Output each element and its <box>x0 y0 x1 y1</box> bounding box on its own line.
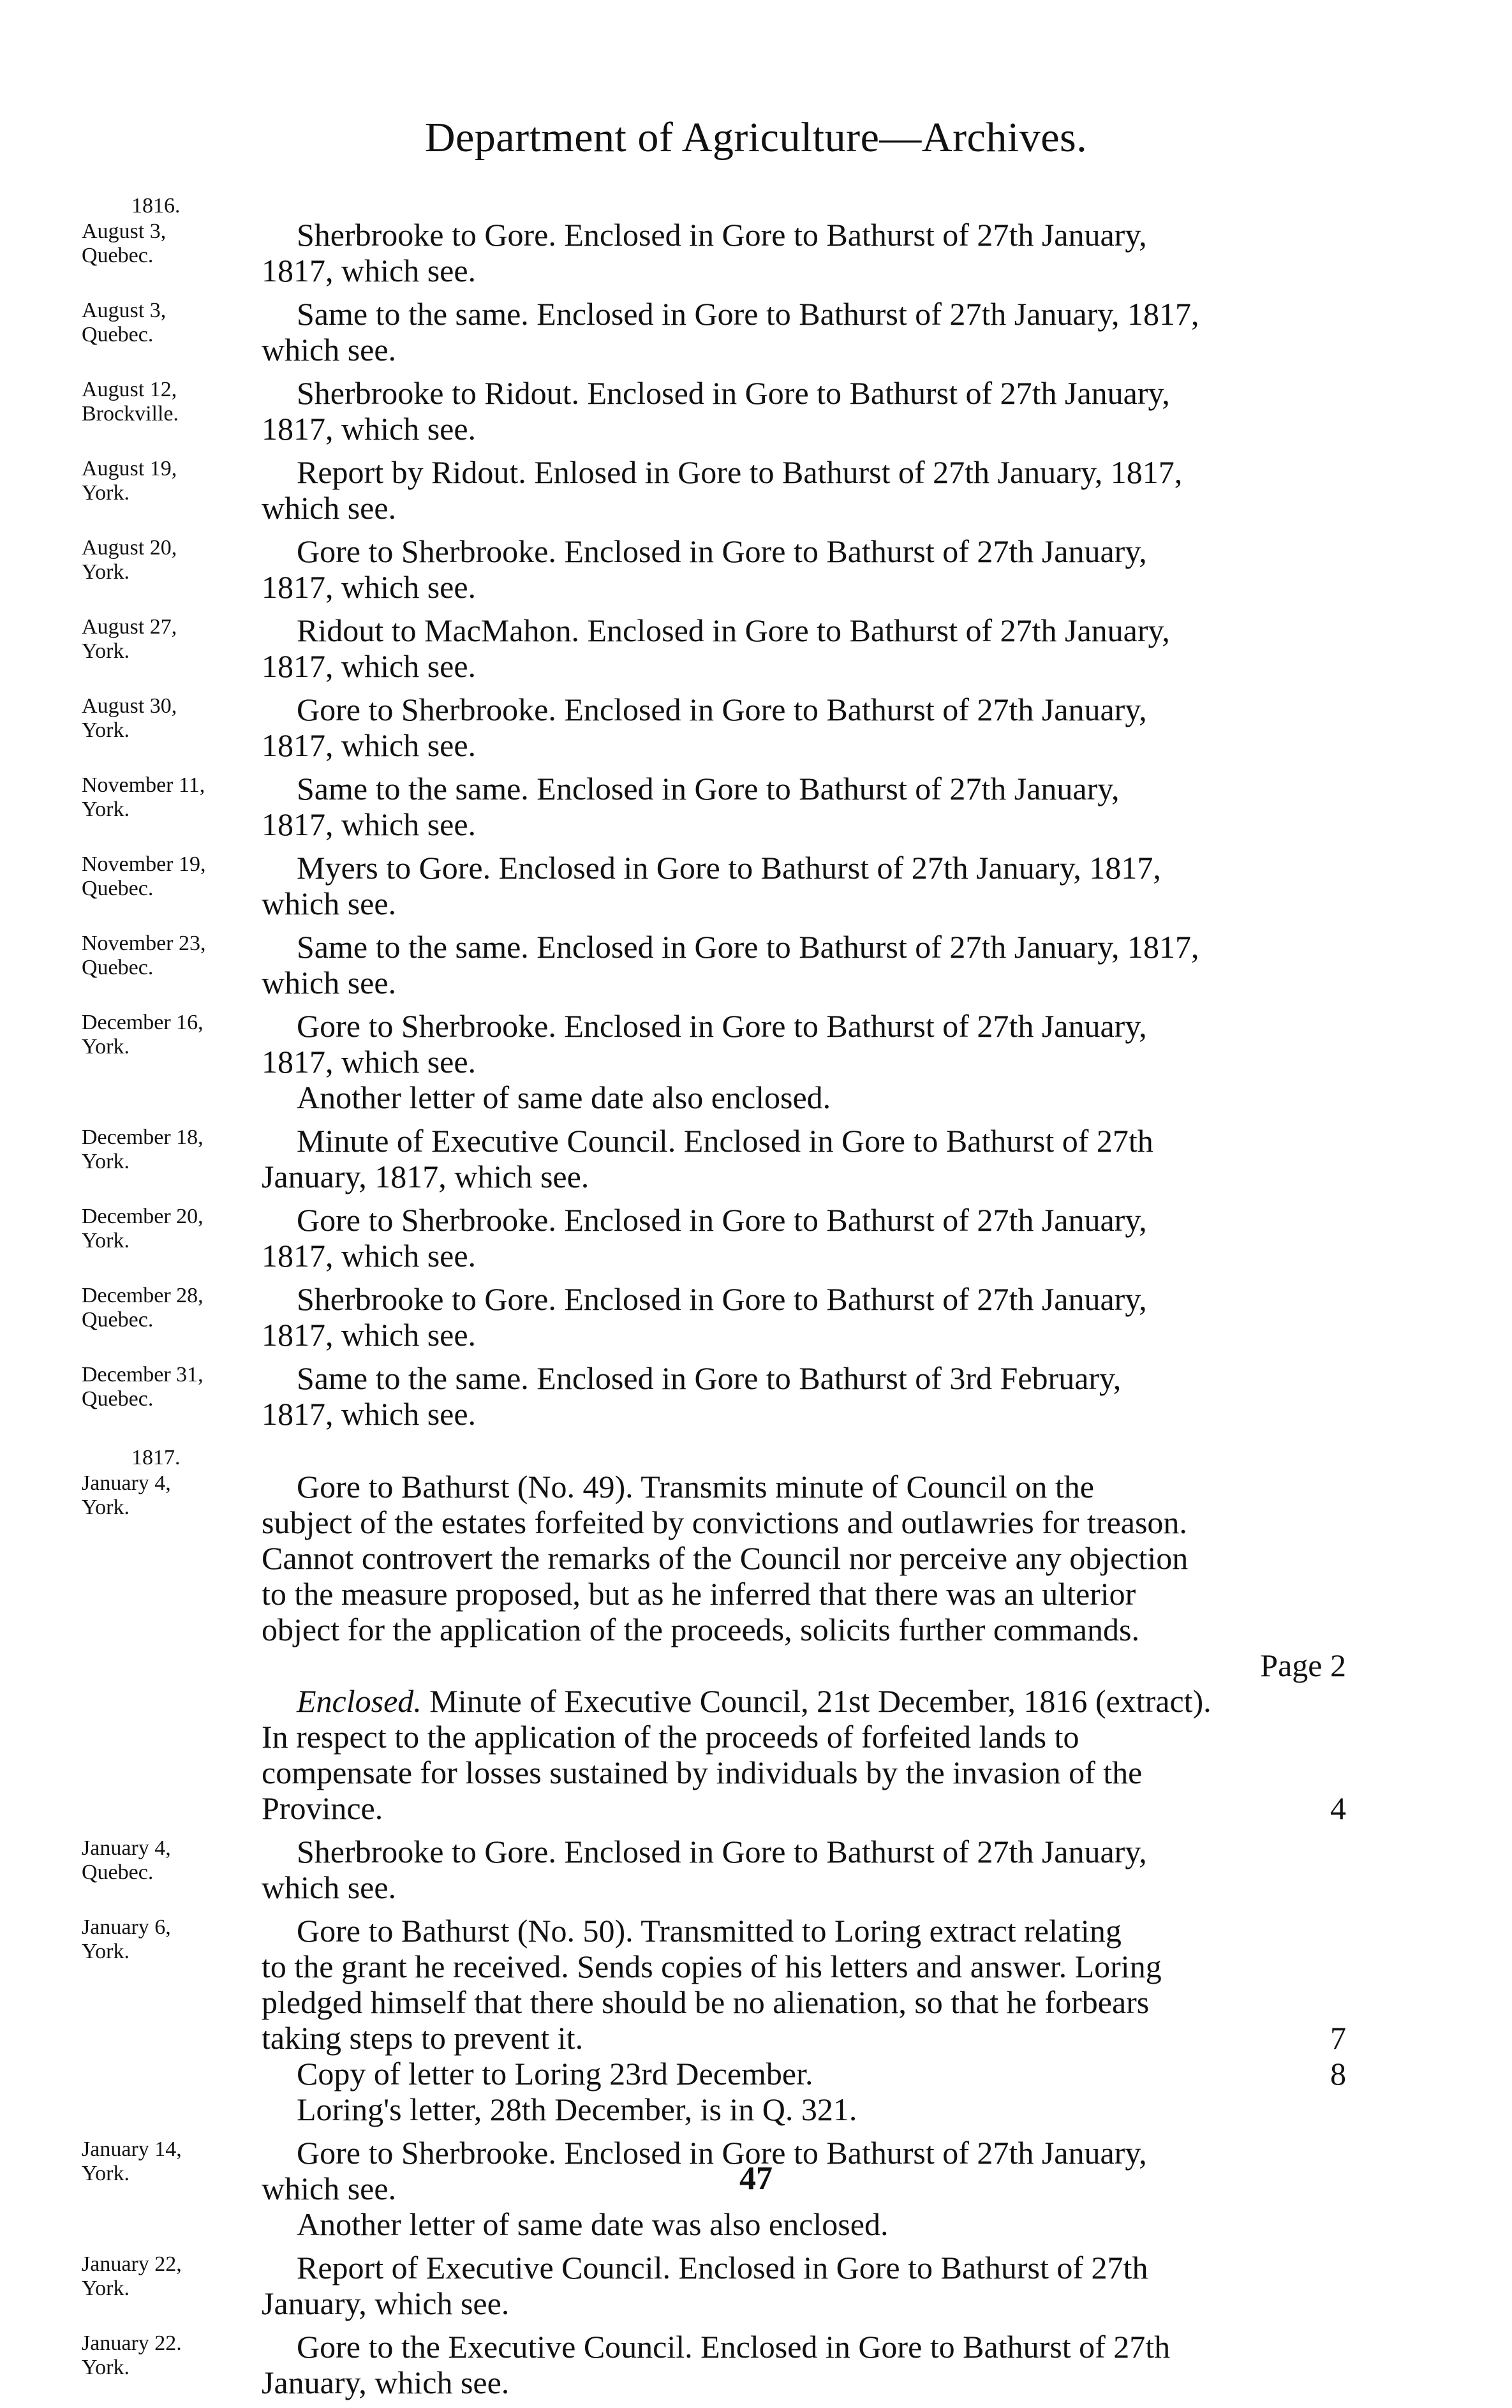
entry-date-column <box>82 299 273 347</box>
entry-line: 1817, which see. <box>262 648 477 684</box>
entry-date: November 19, <box>82 852 206 876</box>
calendar-entry <box>0 1281 1512 1353</box>
entry-line: Same to the same. Enclosed in Gore to Bathurst of 27th January, <box>297 771 1120 806</box>
entry-text <box>262 1008 1346 1115</box>
entry-place: Quebec. <box>82 323 154 346</box>
calendar-entry <box>0 929 1512 1000</box>
entry-place: York. <box>82 560 130 584</box>
entry-text <box>262 454 1346 526</box>
entry-date: August 3, <box>82 219 167 243</box>
entry-place: Brockville. <box>82 402 179 426</box>
entry-date-column <box>82 1446 273 1520</box>
entry-line: 1817, which see. <box>262 1317 477 1353</box>
entry-date-column <box>82 1205 273 1253</box>
calendar-entry <box>0 1913 1512 2127</box>
entry-date: January 4, <box>82 1471 171 1495</box>
entry-subnote: Another letter of same date was also enclosed. <box>297 2206 889 2242</box>
entry-date-column <box>82 852 273 901</box>
entry-date: January 4, <box>82 1836 171 1860</box>
entry-line: Myers to Gore. Enclosed in Gore to Bathurst of 27th January, 1817, <box>297 850 1161 886</box>
entry-line: January, which see. <box>262 2285 510 2321</box>
entry-line: Cannot controvert the remarks of the Council nor perceive any objection <box>262 1540 1189 1576</box>
entry-line: Gore to Sherbrooke. Enclosed in Gore to Bathurst of 27th January, <box>297 2135 1147 2171</box>
entry-text <box>262 2329 1346 2400</box>
entry-subnote-with-page <box>262 2056 1346 2092</box>
entry-subnote: Another letter of same date also enclosed. <box>297 1080 831 1115</box>
entry-text <box>262 1202 1346 1274</box>
calendar-entry <box>0 533 1512 605</box>
entry-date-column <box>82 457 273 505</box>
page-title: Department of Agriculture—Archives. <box>424 114 1088 161</box>
entry-line: 1817, which see. <box>262 1238 477 1274</box>
entry-line: Same to the same. Enclosed in Gore to Bathurst of 27th January, 1817, <box>297 929 1199 965</box>
calendar-entry <box>0 1360 1512 1432</box>
page-number: 47 <box>739 2160 773 2197</box>
calendar-entry <box>0 2250 1512 2321</box>
calendar-entry <box>0 2329 1512 2400</box>
entry-text <box>262 613 1346 684</box>
calendar-entry <box>0 1202 1512 1274</box>
entry-place: York. <box>82 1496 130 1519</box>
entry-line: compensate for losses sustained by individuals by the invasion of the <box>262 1755 1143 1790</box>
entry-line: which see. <box>262 965 397 1000</box>
entry-line: Gore to Sherbrooke. Enclosed in Gore to Bathurst of 27th January, <box>297 692 1147 727</box>
entry-place: York. <box>82 2277 130 2300</box>
entry-place: York. <box>82 639 130 663</box>
entry-date: August 30, <box>82 694 177 718</box>
entry-date-column <box>82 536 273 584</box>
entry-line: subject of the estates forfeited by convictions and outlawries for treason. <box>262 1505 1187 1540</box>
entry-date: December 31, <box>82 1363 204 1386</box>
calendar-entry <box>0 296 1512 368</box>
entry-place: Quebec. <box>82 244 154 267</box>
entry-date-column <box>82 1126 273 1174</box>
entry-place: York. <box>82 718 130 742</box>
entry-date-column <box>82 2252 273 2301</box>
entry-line: Gore to Sherbrooke. Enclosed in Gore to Bathurst of 27th January, <box>297 1202 1147 1238</box>
entry-place: York. <box>82 2356 130 2379</box>
entry-line: Gore to the Executive Council. Enclosed in Gore to Bathurst of 27th <box>297 2329 1171 2365</box>
calendar-entry <box>0 1123 1512 1194</box>
entry-date-column <box>82 2331 273 2380</box>
entry-text <box>262 1281 1346 1353</box>
entry-line: 1817, which see. <box>262 253 477 288</box>
entry-date: August 19, <box>82 457 177 480</box>
entry-line: Ridout to MacMahon. Enclosed in Gore to Bathurst of 27th January, <box>297 613 1170 648</box>
entry-line: Minute of Executive Council. Enclosed in Gore to Bathurst of 27th <box>297 1123 1153 1159</box>
entry-date-column <box>82 378 273 426</box>
entry-text <box>262 692 1346 763</box>
entry-date-column <box>82 694 273 743</box>
entry-date: December 20, <box>82 1205 204 1228</box>
entry-line: Sherbrooke to Gore. Enclosed in Gore to Bathurst of 27th January, <box>297 1281 1147 1317</box>
entry-date: August 12, <box>82 378 177 401</box>
entry-place: Quebec. <box>82 877 154 900</box>
entry-line: Gore to Bathurst (No. 49). Transmits minute of Council on the <box>297 1469 1094 1505</box>
entry-text <box>262 929 1346 1000</box>
entry-place: York. <box>82 1150 130 1173</box>
entry-date: August 3, <box>82 299 167 322</box>
entry-date-column <box>82 773 273 822</box>
calendar-entries <box>0 191 1512 2408</box>
entry-date: January 14, <box>82 2137 182 2161</box>
entry-line-with-page <box>262 1790 1346 1826</box>
entry-date: November 23, <box>82 932 206 955</box>
entry-line: Province. <box>262 1790 383 1826</box>
calendar-entry <box>0 613 1512 684</box>
calendar-entry <box>0 771 1512 842</box>
entry-line: Gore to Bathurst (No. 50). Transmitted to Loring extract relating <box>297 1913 1122 1949</box>
entry-date-column <box>82 1011 273 1059</box>
calendar-entry <box>0 1008 1512 1115</box>
calendar-entry <box>0 850 1512 921</box>
entry-text <box>262 296 1346 368</box>
entry-place: York. <box>82 1940 130 1963</box>
entry-date: December 28, <box>82 1284 204 1307</box>
entry-line: Sherbrooke to Gore. Enclosed in Gore to Bathurst of 27th January, <box>297 217 1147 253</box>
entry-line: Report of Executive Council. Enclosed in Gore to Bathurst of 27th <box>297 2250 1148 2285</box>
entry-date-column <box>82 1363 273 1411</box>
entry-text <box>262 1913 1346 2127</box>
enclosure-line <box>262 1683 1346 1719</box>
calendar-entry <box>0 1443 1512 1826</box>
entry-text <box>262 1360 1346 1432</box>
entry-line: 1817, which see. <box>262 411 477 447</box>
entry-line: January, which see. <box>262 2365 510 2400</box>
entry-line: Same to the same. Enclosed in Gore to Bathurst of 3rd February, <box>297 1360 1122 1396</box>
entry-line: January, 1817, which see. <box>262 1159 589 1194</box>
entry-line: 1817, which see. <box>262 1396 477 1432</box>
entry-line: which see. <box>262 490 397 526</box>
entry-date-column <box>82 1915 273 1964</box>
entry-text <box>262 375 1346 447</box>
enclosed-label: Enclosed. <box>297 1683 422 1719</box>
entry-place: York. <box>82 481 130 505</box>
entry-date: January 22, <box>82 2252 182 2276</box>
entry-line: Sherbrooke to Gore. Enclosed in Gore to Bathurst of 27th January, <box>297 1834 1147 1869</box>
entry-line: Report by Ridout. Enlosed in Gore to Bathurst of 27th January, 1817, <box>297 454 1183 490</box>
entry-line: to the grant he received. Sends copies of his letters and answer. Loring <box>262 1949 1162 1984</box>
page-reference: 4 <box>1330 1790 1346 1826</box>
entry-text <box>262 533 1346 605</box>
enclosure-title: Minute of Executive Council, 21st December, 1816 (extract). <box>429 1683 1212 1719</box>
entry-text <box>262 191 1346 288</box>
entry-text <box>262 771 1346 842</box>
entry-line: to the measure proposed, but as he inferred that there was an ulterior <box>262 1576 1136 1612</box>
entry-date-column <box>82 615 273 664</box>
entry-subnote: Copy of letter to Loring 23rd December. <box>297 2056 813 2092</box>
entry-text <box>262 1123 1346 1194</box>
entry-place: York. <box>82 2162 130 2185</box>
page-reference: 8 <box>1330 2056 1346 2092</box>
calendar-entry <box>0 1834 1512 1905</box>
entry-date: December 16, <box>82 1011 204 1034</box>
entry-place: York. <box>82 1035 130 1059</box>
entry-text <box>262 1443 1346 1826</box>
entry-date: January 22. <box>82 2331 182 2355</box>
entry-line: which see. <box>262 1869 397 1905</box>
entry-line: 1817, which see. <box>262 727 477 763</box>
entry-date-column <box>82 1284 273 1332</box>
page-reference: Page 2 <box>1260 1647 1346 1683</box>
year-label: 1816. <box>131 194 181 218</box>
entry-date: August 27, <box>82 615 177 639</box>
entry-place: York. <box>82 1229 130 1252</box>
entry-text <box>262 1834 1346 1905</box>
entry-line: 1817, which see. <box>262 569 477 605</box>
entry-text <box>262 2250 1346 2321</box>
entry-place: Quebec. <box>82 1861 154 1884</box>
page-reference: 7 <box>1330 2020 1346 2056</box>
entry-line: 1817, which see. <box>262 1044 477 1080</box>
entry-line: 1817, which see. <box>262 806 477 842</box>
entry-line: pledged himself that there should be no alienation, so that he forbears <box>262 1984 1150 2020</box>
entry-place: Quebec. <box>82 956 154 979</box>
entry-date-column <box>82 1836 273 1885</box>
entry-text <box>262 850 1346 921</box>
entry-line: which see. <box>262 332 397 368</box>
entry-place: York. <box>82 798 130 821</box>
entry-line: Gore to Sherbrooke. Enclosed in Gore to Bathurst of 27th January, <box>297 1008 1147 1044</box>
calendar-entry <box>0 191 1512 288</box>
entry-date-column <box>82 932 273 980</box>
entry-date: August 20, <box>82 536 177 560</box>
entry-date: November 11, <box>82 773 205 797</box>
entry-line: taking steps to prevent it. <box>262 2020 584 2056</box>
entry-date: December 18, <box>82 1126 204 1149</box>
entry-place: Quebec. <box>82 1308 154 1332</box>
entry-line: In respect to the application of the proceeds of forfeited lands to <box>262 1719 1079 1755</box>
calendar-entry <box>0 692 1512 763</box>
entry-date-column <box>82 194 273 268</box>
entry-line: Same to the same. Enclosed in Gore to Bathurst of 27th January, 1817, <box>297 296 1199 332</box>
entry-line-with-page <box>262 2020 1346 2056</box>
entry-line: Sherbrooke to Ridout. Enclosed in Gore to Bathurst of 27th January, <box>297 375 1170 411</box>
entry-date: January 6, <box>82 1915 171 1939</box>
calendar-entry <box>0 454 1512 526</box>
calendar-entry <box>0 375 1512 447</box>
entry-subnote: Loring's letter, 28th December, is in Q. 321. <box>297 2092 857 2127</box>
entry-line: which see. <box>262 886 397 921</box>
entry-place: Quebec. <box>82 1387 154 1411</box>
year-label: 1817. <box>131 1446 181 1469</box>
entry-line: Gore to Sherbrooke. Enclosed in Gore to Bathurst of 27th January, <box>297 533 1147 569</box>
entry-line: object for the application of the proceeds, solicits further commands. <box>262 1612 1139 1647</box>
entry-line: which see. <box>262 2171 397 2206</box>
